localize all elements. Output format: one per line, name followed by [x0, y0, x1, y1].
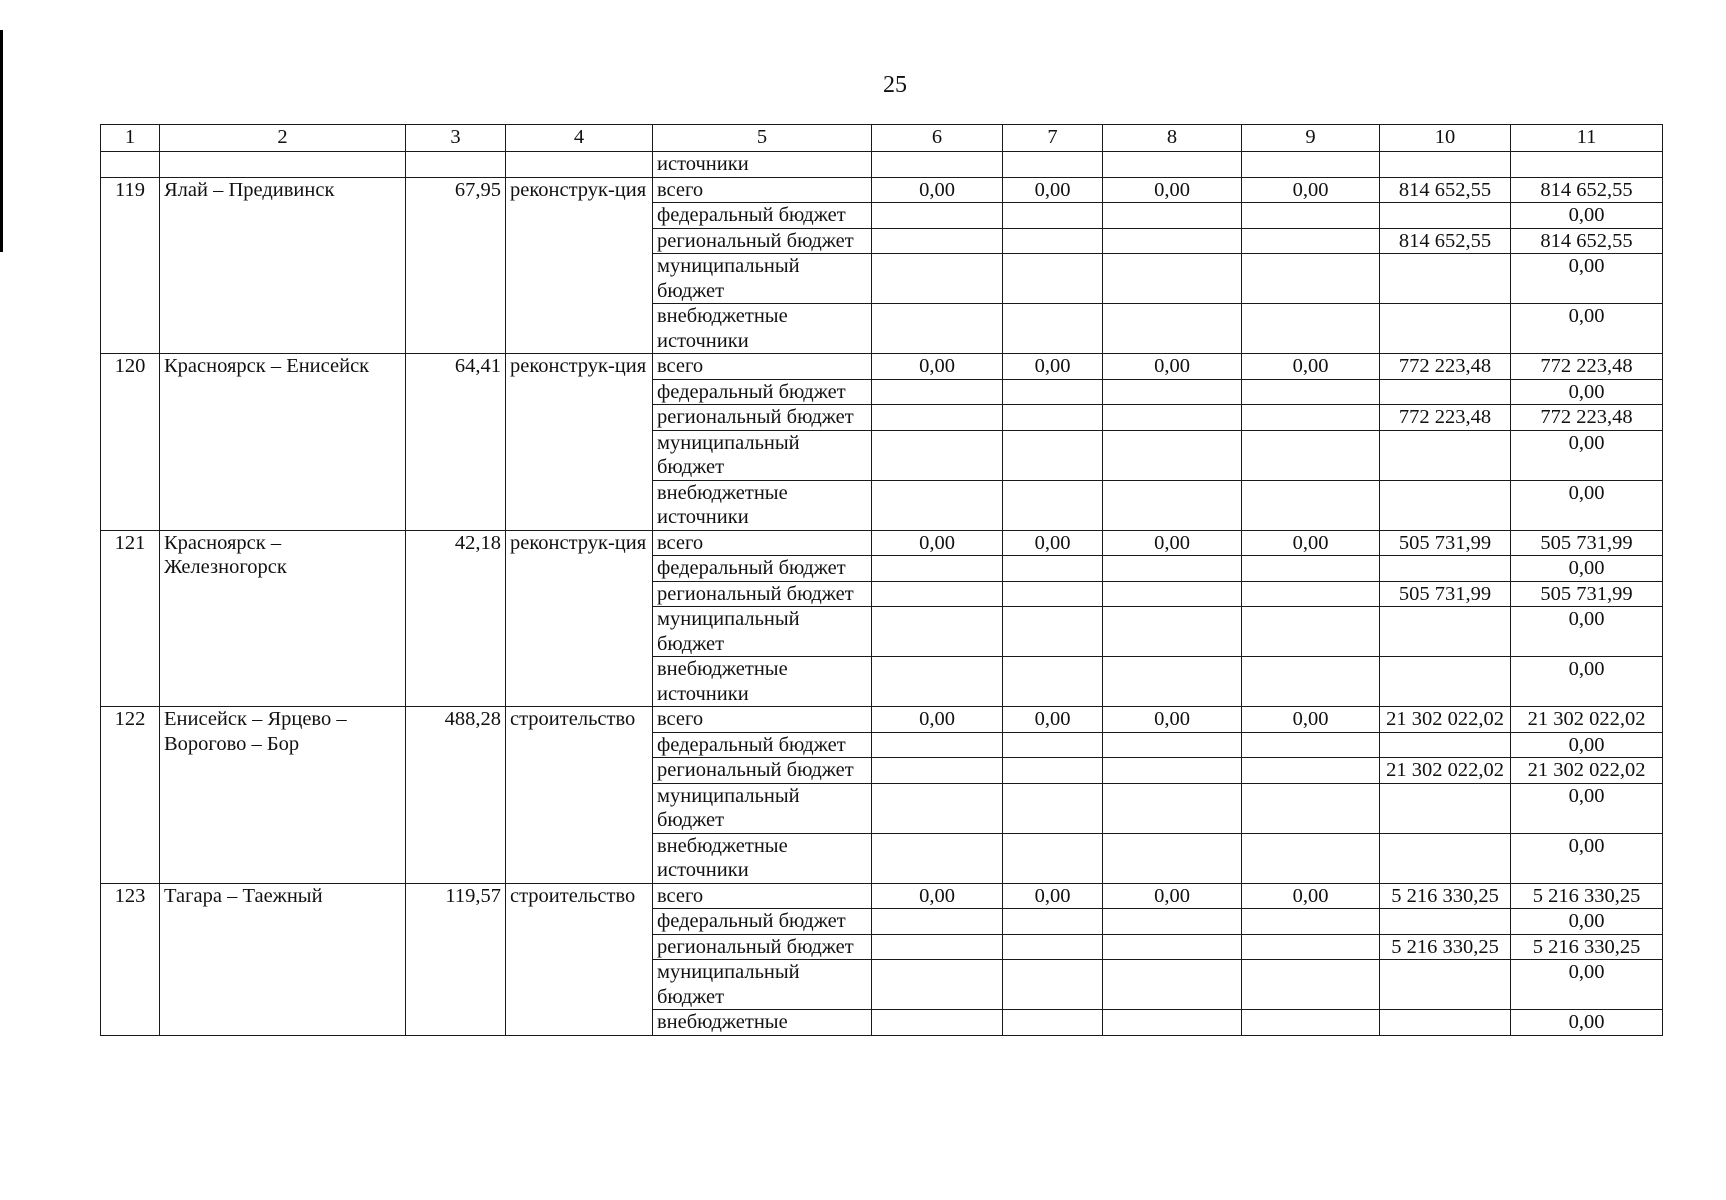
source-label: федеральный бюджет [653, 379, 872, 405]
object-length: 119,57 [406, 883, 506, 1035]
amount-c8: 0,00 [1103, 354, 1242, 380]
source-label: муниципальный бюджет [653, 960, 872, 1010]
source-label: всего [653, 177, 872, 203]
column-number: 11 [1511, 125, 1663, 152]
amount-c10: 5 216 330,25 [1380, 934, 1511, 960]
column-number: 8 [1103, 125, 1242, 152]
table-row [101, 177, 1663, 203]
amount-c11: 505 731,99 [1511, 530, 1663, 556]
column-number: 9 [1242, 125, 1380, 152]
amount-c7: 0,00 [1003, 883, 1103, 909]
object-number: 119 [101, 177, 160, 354]
amount-c11: 0,00 [1511, 960, 1663, 1010]
object-number: 123 [101, 883, 160, 1035]
source-label: региональный бюджет [653, 934, 872, 960]
amount-c10: 772 223,48 [1380, 354, 1511, 380]
object-name: Енисейск – Ярцево – Ворогово – Бор [160, 707, 406, 884]
work-type: строительство [506, 707, 653, 884]
amount-c6: 0,00 [872, 530, 1003, 556]
amount-c8: 0,00 [1103, 707, 1242, 733]
source-label: федеральный бюджет [653, 556, 872, 582]
source-label: внебюджетные источники [653, 657, 872, 707]
source-label: источники [653, 152, 872, 178]
amount-c11: 21 302 022,02 [1511, 707, 1663, 733]
object-number: 122 [101, 707, 160, 884]
column-number: 2 [160, 125, 406, 152]
source-label: внебюджетные источники [653, 304, 872, 354]
amount-c11: 0,00 [1511, 607, 1663, 657]
amount-c11: 0,00 [1511, 732, 1663, 758]
amount-c11: 0,00 [1511, 203, 1663, 229]
amount-c11: 814 652,55 [1511, 177, 1663, 203]
source-label: муниципальный бюджет [653, 254, 872, 304]
source-label: муниципальный бюджет [653, 783, 872, 833]
page-number: 25 [883, 72, 907, 98]
amount-c11: 5 216 330,25 [1511, 883, 1663, 909]
work-type: реконструк-ция [506, 354, 653, 531]
amount-c10: 505 731,99 [1380, 581, 1511, 607]
amount-c11: 772 223,48 [1511, 354, 1663, 380]
margin-line [0, 30, 3, 252]
work-type: реконструк-ция [506, 530, 653, 707]
column-number: 6 [872, 125, 1003, 152]
amount-c11: 0,00 [1511, 304, 1663, 354]
amount-c6: 0,00 [872, 883, 1003, 909]
amount-c9: 0,00 [1242, 883, 1380, 909]
amount-c10: 21 302 022,02 [1380, 707, 1511, 733]
source-label: всего [653, 707, 872, 733]
amount-c6: 0,00 [872, 707, 1003, 733]
amount-c11: 0,00 [1511, 657, 1663, 707]
column-number: 3 [406, 125, 506, 152]
source-label: всего [653, 883, 872, 909]
amount-c10: 5 216 330,25 [1380, 883, 1511, 909]
object-name: Тагара – Таежный [160, 883, 406, 1035]
amount-c11: 21 302 022,02 [1511, 758, 1663, 784]
table-row [101, 354, 1663, 380]
amount-c8: 0,00 [1103, 883, 1242, 909]
amount-c11: 0,00 [1511, 556, 1663, 582]
source-label: региональный бюджет [653, 228, 872, 254]
column-number: 10 [1380, 125, 1511, 152]
amount-c7: 0,00 [1003, 354, 1103, 380]
source-label: муниципальный бюджет [653, 607, 872, 657]
object-length: 488,28 [406, 707, 506, 884]
amount-c10: 814 652,55 [1380, 177, 1511, 203]
source-label: муниципальный бюджет [653, 430, 872, 480]
source-label: региональный бюджет [653, 581, 872, 607]
column-number-row [101, 125, 1663, 152]
source-label: всего [653, 530, 872, 556]
object-name: Ялай – Предивинск [160, 177, 406, 354]
amount-c11: 0,00 [1511, 254, 1663, 304]
amount-c9: 0,00 [1242, 177, 1380, 203]
amount-c11: 814 652,55 [1511, 228, 1663, 254]
amount-c9: 0,00 [1242, 707, 1380, 733]
amount-c7: 0,00 [1003, 530, 1103, 556]
object-length: 64,41 [406, 354, 506, 531]
source-label: внебюджетные источники [653, 480, 872, 530]
amount-c10: 505 731,99 [1380, 530, 1511, 556]
source-label: региональный бюджет [653, 405, 872, 431]
amount-c11: 772 223,48 [1511, 405, 1663, 431]
amount-c10: 21 302 022,02 [1380, 758, 1511, 784]
object-name: Красноярск – Енисейск [160, 354, 406, 531]
amount-c7: 0,00 [1003, 177, 1103, 203]
amount-c11: 0,00 [1511, 1010, 1663, 1036]
amount-c6: 0,00 [872, 177, 1003, 203]
source-label: федеральный бюджет [653, 203, 872, 229]
amount-c11: 0,00 [1511, 909, 1663, 935]
work-type: реконструк-ция [506, 177, 653, 354]
column-number: 5 [653, 125, 872, 152]
amount-c10: 814 652,55 [1380, 228, 1511, 254]
object-name: Красноярск – Железногорск [160, 530, 406, 707]
amount-c11: 0,00 [1511, 379, 1663, 405]
column-number: 1 [101, 125, 160, 152]
column-number: 4 [506, 125, 653, 152]
column-number: 7 [1003, 125, 1103, 152]
amount-c9: 0,00 [1242, 530, 1380, 556]
object-number: 120 [101, 354, 160, 531]
table-row [101, 707, 1663, 733]
work-type: строительство [506, 883, 653, 1035]
table-row [101, 883, 1663, 909]
amount-c11: 0,00 [1511, 783, 1663, 833]
source-label: региональный бюджет [653, 758, 872, 784]
object-length: 67,95 [406, 177, 506, 354]
amount-c11: 5 216 330,25 [1511, 934, 1663, 960]
source-label: федеральный бюджет [653, 909, 872, 935]
source-label: внебюджетные источники [653, 833, 872, 883]
table-row [101, 530, 1663, 556]
amount-c8: 0,00 [1103, 177, 1242, 203]
source-label: всего [653, 354, 872, 380]
object-number: 121 [101, 530, 160, 707]
amount-c11: 505 731,99 [1511, 581, 1663, 607]
amount-c6: 0,00 [872, 354, 1003, 380]
continuation-row [101, 152, 1663, 178]
amount-c9: 0,00 [1242, 354, 1380, 380]
object-length: 42,18 [406, 530, 506, 707]
source-label: внебюджетные [653, 1010, 872, 1036]
funding-table [100, 124, 1663, 1036]
amount-c11: 0,00 [1511, 833, 1663, 883]
amount-c10: 772 223,48 [1380, 405, 1511, 431]
amount-c8: 0,00 [1103, 530, 1242, 556]
amount-c11: 0,00 [1511, 480, 1663, 530]
amount-c7: 0,00 [1003, 707, 1103, 733]
source-label: федеральный бюджет [653, 732, 872, 758]
amount-c11: 0,00 [1511, 430, 1663, 480]
